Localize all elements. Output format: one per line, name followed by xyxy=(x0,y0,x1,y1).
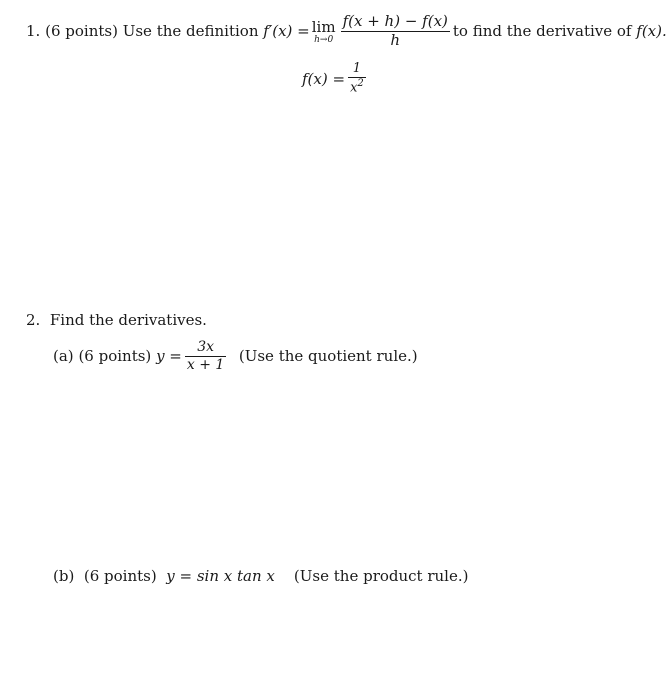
question-1-number: 1. xyxy=(26,22,41,40)
question-2a-fraction xyxy=(185,339,226,372)
question-2-title: Find the derivatives. xyxy=(49,311,207,329)
question-2b-points: (6 points) xyxy=(83,567,157,585)
difference-quotient-numerator: f(x + h) − f(x) xyxy=(342,12,448,31)
question-2b-expression: y = sin x tan x xyxy=(166,567,275,585)
question-2a-label: (a) xyxy=(53,347,74,365)
derivative-notation: f′(x) = xyxy=(263,22,310,40)
question-2a-hint: (Use the quotient rule.) xyxy=(238,347,418,365)
function-numerator: 1 xyxy=(352,60,362,76)
question-2b-line xyxy=(53,567,468,585)
function-lhs: f(x) = xyxy=(302,70,346,88)
question-1-target: f(x). xyxy=(636,22,667,40)
question-1-line xyxy=(26,12,667,50)
limit-word: lim xyxy=(311,17,336,36)
question-2a-lhs: y = xyxy=(156,347,182,365)
question-1-lead-text: Use the definition xyxy=(122,22,259,40)
difference-quotient xyxy=(341,13,450,49)
function-denominator: $x^2$ xyxy=(350,77,364,96)
question-2a-denominator: x + 1 xyxy=(186,356,225,373)
question-2-heading xyxy=(26,311,207,329)
difference-quotient-denominator: h xyxy=(390,30,401,49)
limit-subscript: h→0 xyxy=(314,34,334,45)
question-2b-label: (b) xyxy=(53,567,75,585)
question-2a-line xyxy=(53,337,418,375)
question-1-points: (6 points) xyxy=(45,22,118,40)
function-fraction xyxy=(348,62,366,96)
limit-operator xyxy=(312,18,336,45)
question-2b-hint: (Use the product rule.) xyxy=(293,567,469,585)
question-2a-numerator: 3x xyxy=(197,339,214,356)
question-2-number: 2. xyxy=(26,311,41,329)
function-exponent: 2 xyxy=(357,77,364,89)
question-1-function xyxy=(302,60,369,98)
question-2a-points: (6 points) xyxy=(78,347,152,365)
question-1-trail-text: to find the derivative of xyxy=(452,22,632,40)
